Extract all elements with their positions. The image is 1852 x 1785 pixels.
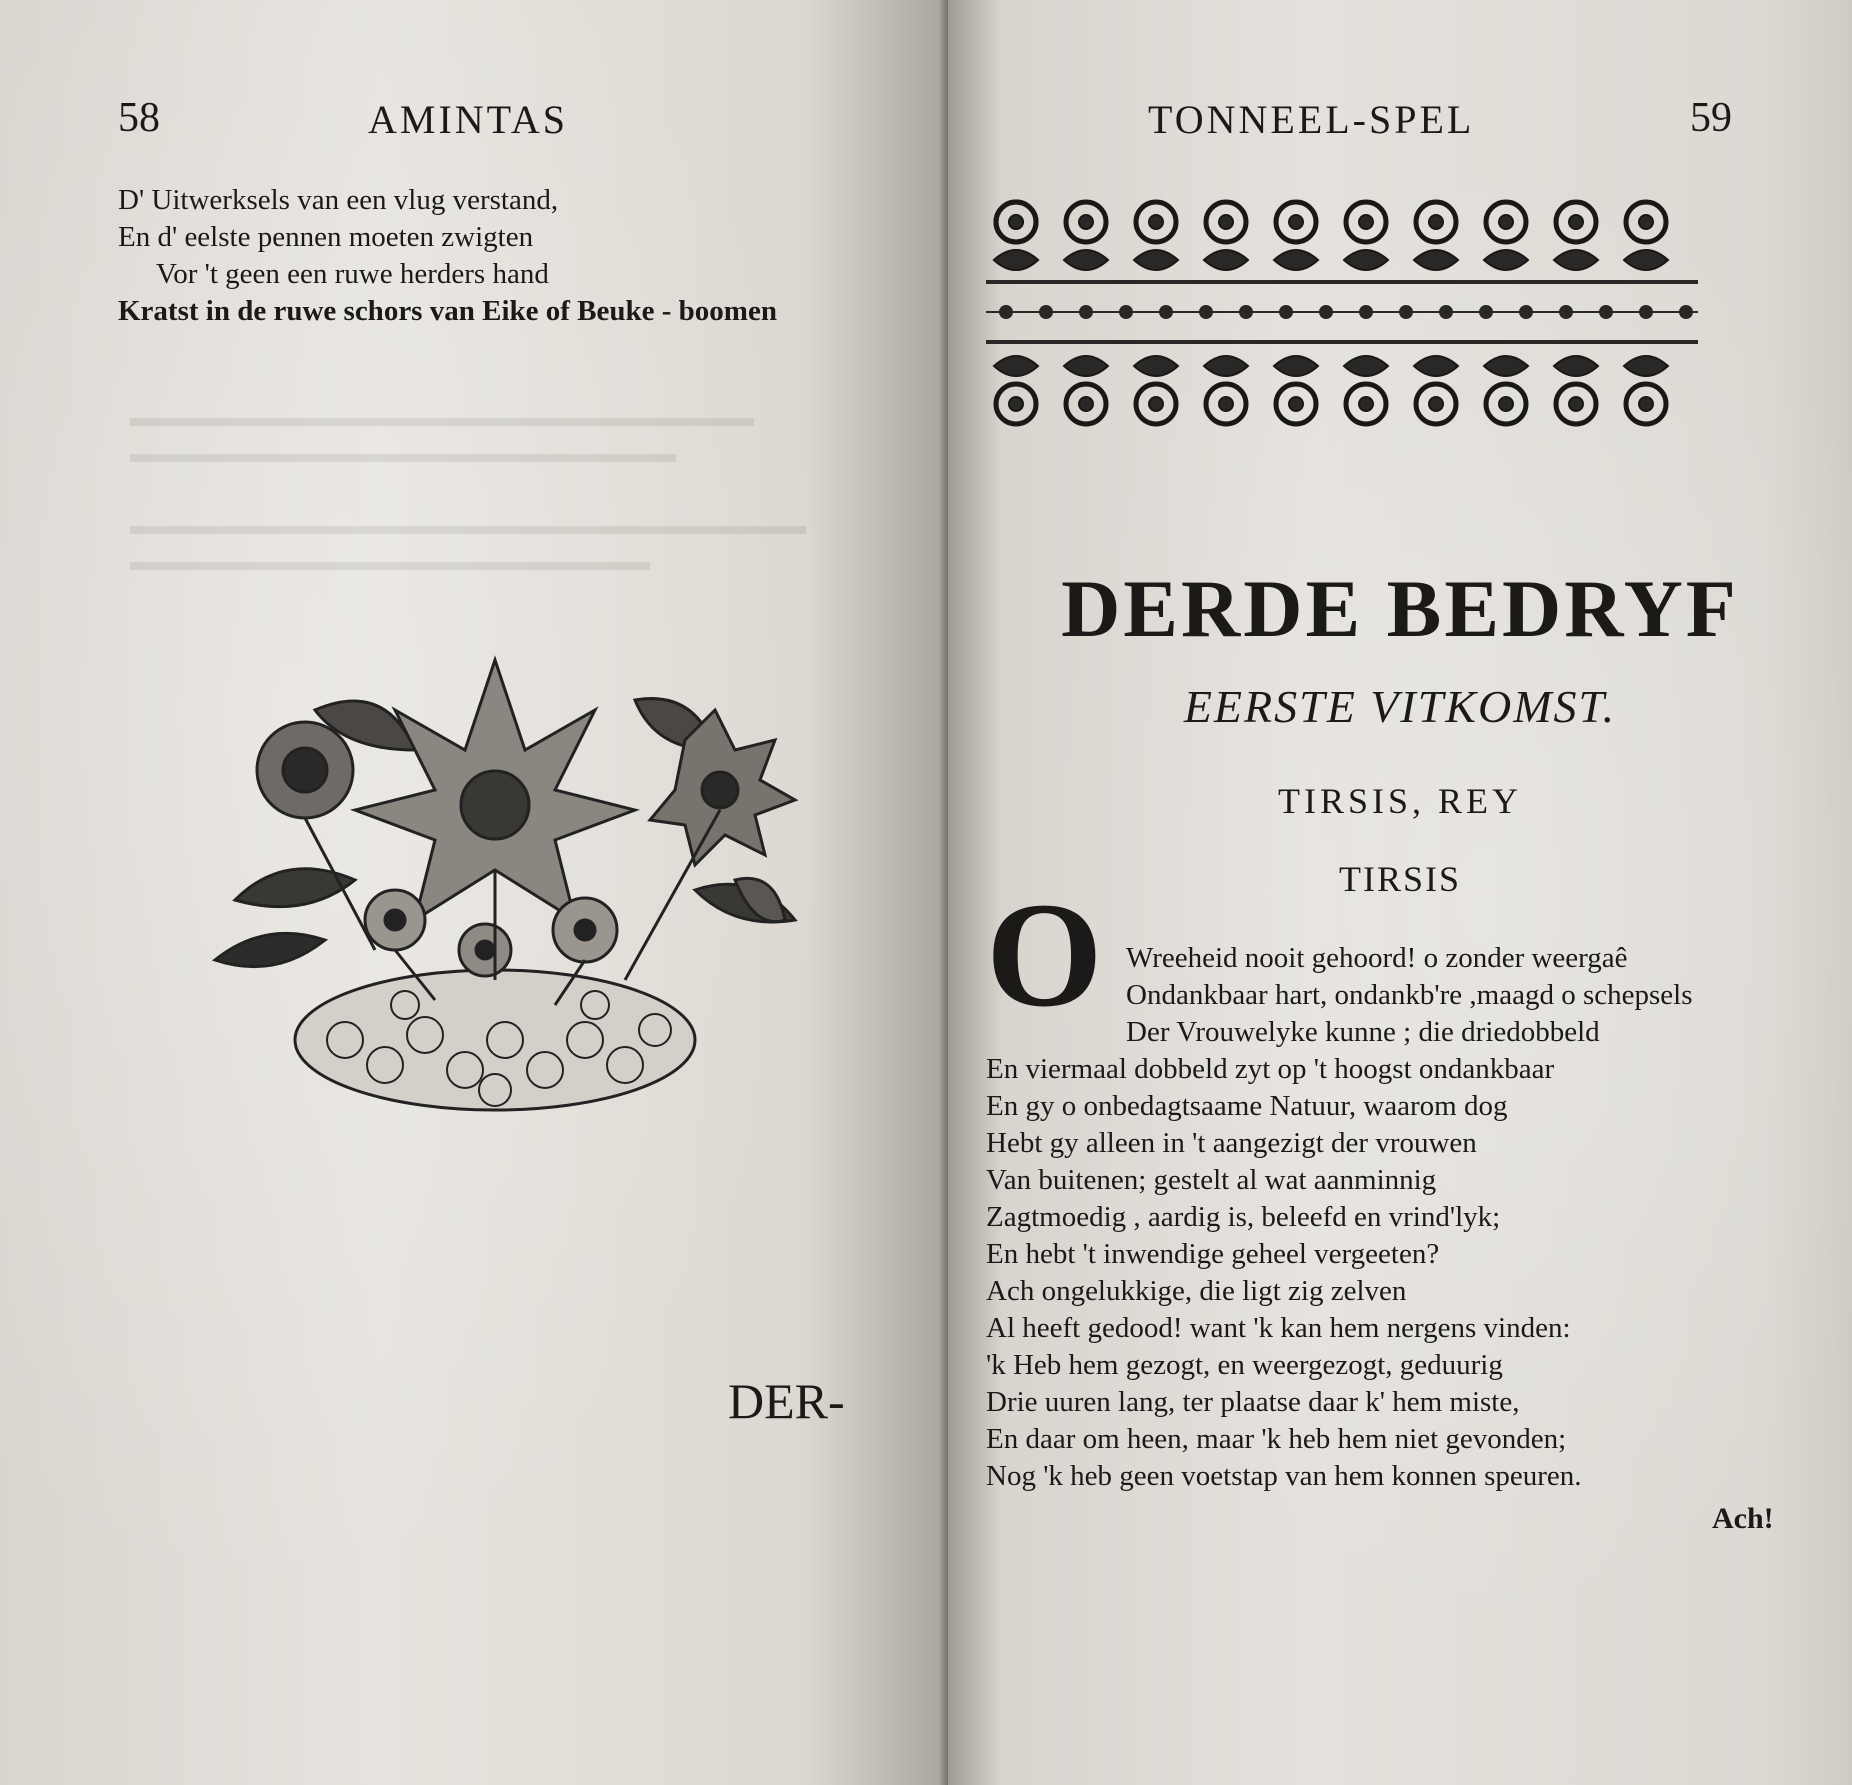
right-verse (986, 1051, 1582, 1495)
verse-line: Kratst in de ruwe schors van Eike of Beuke - boomen (118, 295, 777, 327)
act-title: DERDE BEDRYF (1061, 563, 1739, 654)
speaker-name: TIRSIS (1338, 859, 1462, 899)
verse-line: Drie uuren lang, ter plaatse daar k' hem miste, (986, 1386, 1520, 1418)
left-running-head: AMINTAS (368, 97, 569, 142)
right-catchword: Ach! (1712, 1502, 1774, 1535)
verse-line: 'k Heb hem gezogt, en weergezogt, geduurig (986, 1349, 1503, 1381)
verse-line: Der Vrouwelyke kunne ; die driedobbeld (1126, 1016, 1600, 1048)
right-page (948, 0, 1852, 1785)
verse-line: Hebt gy alleen in 't aangezigt der vrouwen (986, 1127, 1477, 1159)
verse-line: Zagtmoedig , aardig is, beleefd en vrind'lyk; (986, 1201, 1501, 1233)
show-through-text: ▬▬▬▬▬▬▬▬▬▬▬▬▬▬▬▬▬▬▬▬▬▬▬▬ ▬▬▬▬▬▬▬▬▬▬▬▬▬▬▬▬▬▬▬▬▬ ▬▬▬▬▬▬▬▬▬▬▬▬▬▬▬▬▬▬▬▬▬▬▬▬▬▬ ▬▬▬▬▬▬▬▬▬▬▬▬▬▬▬▬▬▬▬▬ (130, 403, 806, 576)
verse-line: D' Uitwerksels van een vlug verstand, (118, 184, 559, 216)
floral-ornament-band-icon (986, 190, 1698, 438)
verse-line: Wreeheid nooit gehoord! o zonder weergaê (1126, 942, 1628, 974)
left-verse (118, 182, 777, 330)
verse-line: Van buitenen; gestelt al wat aanminnig (986, 1164, 1437, 1196)
drop-cap: O (986, 872, 1103, 1038)
verse-line: En gy o onbedagtsaame Natuur, waarom dog (986, 1090, 1508, 1122)
verse-line: Al heeft gedood! want 'k kan hem nergens vinden: (986, 1312, 1571, 1344)
character-list: TIRSIS, REY (1277, 781, 1523, 821)
verse-line: En viermaal dobbeld zyt op 't hoogst ondankbaar (986, 1053, 1555, 1085)
verse-line: En daar om heen, maar 'k heb hem niet gevonden; (986, 1423, 1567, 1455)
left-catchword: DER- (728, 1373, 845, 1429)
right-page-number: 59 (1690, 95, 1732, 141)
left-page-number: 58 (118, 95, 160, 141)
scene-title: EERSTE VITKOMST. (1183, 681, 1617, 732)
verse-line: En d' eelste pennen moeten zwigten (118, 221, 534, 253)
flower-bouquet-woodcut-icon (195, 620, 835, 1140)
verse-line: Vor 't geen een ruwe herders hand (156, 258, 549, 290)
drop-cap-lines (1126, 940, 1693, 1051)
verse-line: En hebt 't inwendige geheel vergeeten? (986, 1238, 1440, 1270)
verse-line: Nog 'k heb geen voetstap van hem konnen speuren. (986, 1460, 1582, 1492)
verse-line: Ach ongelukkige, die ligt zig zelven (986, 1275, 1407, 1307)
right-running-head: TONNEEL-SPEL (1148, 97, 1475, 142)
verse-line: Ondankbaar hart, ondankb're ,maagd o schepsels (1126, 979, 1693, 1011)
